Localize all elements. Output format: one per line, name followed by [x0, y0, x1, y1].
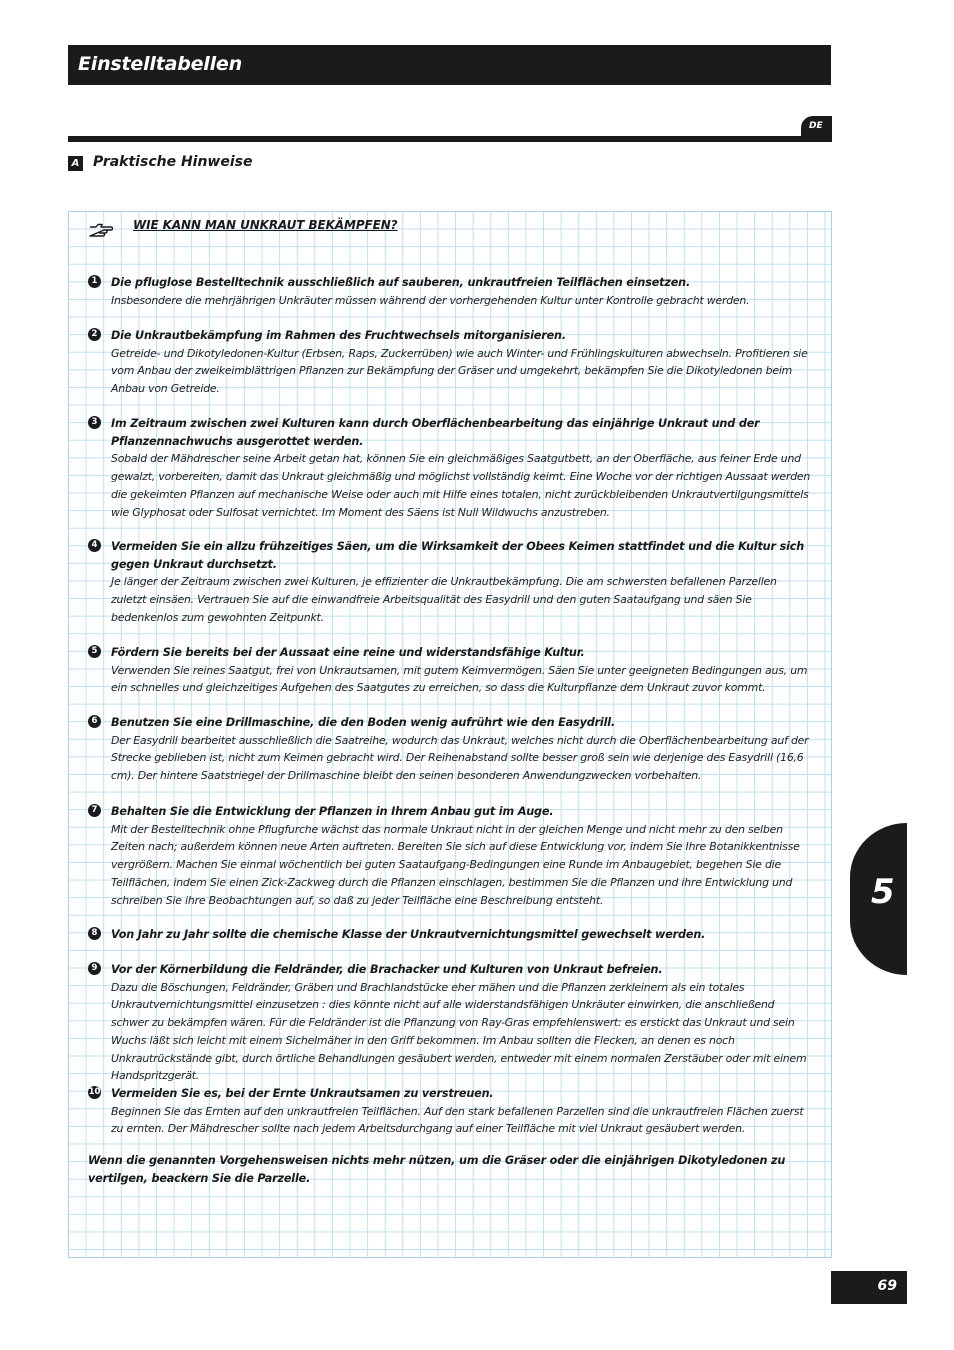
item-title: Von Jahr zu Jahr sollte die chemische Klasse der Unkrautvernichtungsmittel gewechselt werden. — [111, 928, 706, 941]
item-text: Je länger der Zeitraum zwischen zwei Kulturen, je effizienter die Unkrautbekämpfung. Die am schwersten befallenen Parzellen zuletzt einsäen. Vertrauen Sie auf die einwandfreie Arbeitsqualität des Easydrill und den guten Saataufgang und säen Sie bedenkenlos zum gewohnten Zeitpunkt. — [111, 575, 777, 624]
header-bar — [68, 45, 831, 85]
chapter-tab — [850, 823, 907, 975]
question-heading: WIE KANN MAN UNKRAUT BEKÄMPFEN? — [133, 218, 398, 232]
item-title: Benutzen Sie eine Drillmaschine, die den Boden wenig aufrührt wie den Easydrill. — [111, 716, 616, 729]
item-number: 10 — [88, 1087, 101, 1097]
item-title: Die pfluglose Bestelltechnik ausschließlich auf sauberen, unkrautfreien Teilflächen einsetzen. — [111, 276, 691, 289]
item-title: Die Unkrautbekämpfung im Rahmen des Fruchtwechsels mitorganisieren. — [111, 329, 566, 342]
page-title: Einstelltabellen — [78, 53, 242, 75]
item-text: Verwenden Sie reines Saatgut, frei von Unkrautsamen, mit gutem Keimvermögen. Säen Sie unter geeigneten Bedingungen aus, um ein schnelles und gleichzeitiges Aufgehen des Saatgutes zu erreichen, so dass die Kulturpflanze dem Unkraut zuvor kommt. — [111, 663, 808, 695]
header-rule — [68, 136, 832, 142]
item-text: Insbesondere die mehrjährigen Unkräuter müssen während der vorhergehenden Kultur unter Kontrolle gebracht werden. — [111, 293, 750, 307]
page-number-box — [831, 1271, 907, 1304]
language-label: DE — [809, 121, 823, 131]
item-title: Behalten Sie die Entwicklung der Pflanzen in Ihrem Anbau gut im Auge. — [111, 805, 554, 818]
page-number: 69 — [877, 1278, 897, 1294]
section-letter: A — [68, 156, 83, 171]
chapter-number: 5 — [871, 872, 895, 912]
item-text: Sobald der Mähdrescher seine Arbeit getan hat, können Sie ein gleichmäßiges Saatgutbett, an der Oberfläche, aus feiner Erde und gewalzt, vorbereiten, damit das Unkraut gleichmäßig und möglichst vollständig keimt. Eine Woche vor der richtigen Aussaat werden die gekeimten Pflanzen auf mechanische Weise oder auch mit Hilfe eines totalen, nicht zurückbleibenden Unkrautvertilgungsmittels wie Glyphosat oder Sulfosat vernichtet. Im Moment des Säens ist Null Wildwuchs anzustreben. — [111, 452, 811, 519]
closing-note: Wenn die genannten Vorgehensweisen nichts mehr nützen, um die Gräser oder die einjährigen Dikotyledonen zu vertilgen, beackern Sie die Parzelle. — [88, 1154, 786, 1185]
section-title: Praktische Hinweise — [93, 154, 253, 170]
item-text: Getreide- und Dikotyledonen-Kultur (Erbsen, Raps, Zuckerrüben) wie auch Winter- und Frühlingskulturen abwechseln. Profitieren sie vom Anbau der zweikeimblättrigen Pflanzen zur Bekämpfung der Gräser und umgekehrt, bekämpfen Sie die Dikotyledonen beim Anbau von Getreide. — [111, 346, 808, 396]
item-number: 3 — [88, 416, 101, 429]
item-text: Mit der Bestelltechnik ohne Pflugfurche wächst das normale Unkraut nicht in der gleichen Menge und nicht mehr zu den selben Zeiten nach; außerdem können neue Arten auftreten. Bereiten Sie sich auf diese Entwicklung vor, indem Sie Ihre Botanikkentnisse vergrößern. Machen Sie einmal wöchentlich bei guten Saataufgang-Bedingungen eine Runde im Anbaugebiet, begehen Sie die Teilflächen, indem Sie einen Zick-Zackweg durch die Pflanzen einschlagen, bestimmen Sie die Pflanzen und ihre Entwicklung und schreiben Sie ihre Beobachtungen auf, so daß zu jeder Teilfläche eine Beschreibung entsteht. — [111, 822, 800, 907]
item-text: Dazu die Böschungen, Feldränder, Gräben und Brachlandstücke eher mähen und die Pflanzen zerkleinern als ein totales Unkrautvernichtungsmittel einzusetzen : dies könnte nicht auf alle widerstandsfähigen Unkräuter einwirken, die anschließend schwer zu bekämpfen wären. Für die Feldränder ist die Pflanzung von Ray-Gras empfehlenswert: es erstickt das Unkraut und sein Wuchs läßt sich leicht mit einem Sichelmäher in den Griff bekommen. Im Anbau sollten die Flecken, an denen es noch Unkrautrückstände gibt, durch örtliche Behandlungen gesäubert werden, entweder mit einem normalen Zerstäuber oder mit einem Handspritzgerät. — [111, 980, 807, 1083]
item-number: 7 — [88, 804, 101, 817]
item-number: 4 — [88, 539, 101, 552]
item-number: 2 — [88, 328, 101, 341]
grid-content-box — [68, 211, 832, 1258]
item-text: Der Easydrill bearbeitet ausschließlich die Saatreihe, wodurch das Unkraut, welches nicht durch die Oberflächenbearbeitung auf der Strecke geblieben ist, nicht zum Keimen gebracht wird. Der Reihenabstand sollte besser groß sein wie derjenige des Easydrill (16,6 cm). Der hintere Saatstriegel der Drillmaschine bleibt den seinen besonderen Anwendungzwecken vorbehalten. — [111, 733, 809, 783]
item-title: Fördern Sie bereits bei der Aussaat eine reine und widerstandsfähige Kultur. — [111, 646, 585, 659]
item-number: 6 — [88, 715, 101, 728]
item-title: Vermeiden Sie ein allzu frühzeitiges Säen, um die Wirksamkeit der Obees Keimen stattfindet und die Kultur sich gegen Unkraut durchsetzt. — [111, 540, 805, 571]
item-number: 9 — [88, 962, 101, 975]
language-tab — [801, 116, 832, 138]
item-number: 1 — [88, 275, 101, 288]
item-title: Im Zeitraum zwischen zwei Kulturen kann durch Oberflächenbearbeitung das einjährige Unkraut und der Pflanzennachwuchs ausgerottet werden. — [111, 417, 760, 448]
item-number: 5 — [88, 645, 101, 658]
item-text: Beginnen Sie das Ernten auf den unkrautfreien Teilflächen. Auf den stark befallenen Parzellen sind die unkrautfreien Flächen zuerst zu ernten. Der Mähdrescher sollte nach jedem Arbeitsdurchgang auf einer Teilfläche mit viel Unkraut gesäubert werden. — [111, 1104, 804, 1136]
item-title: Vor der Körnerbildung die Feldränder, die Brachacker und Kulturen von Unkraut befreien. — [111, 963, 663, 976]
item-number: 8 — [88, 927, 101, 940]
pointing-hand-icon — [89, 223, 113, 237]
item-title: Vermeiden Sie es, bei der Ernte Unkrautsamen zu verstreuen. — [111, 1087, 494, 1100]
